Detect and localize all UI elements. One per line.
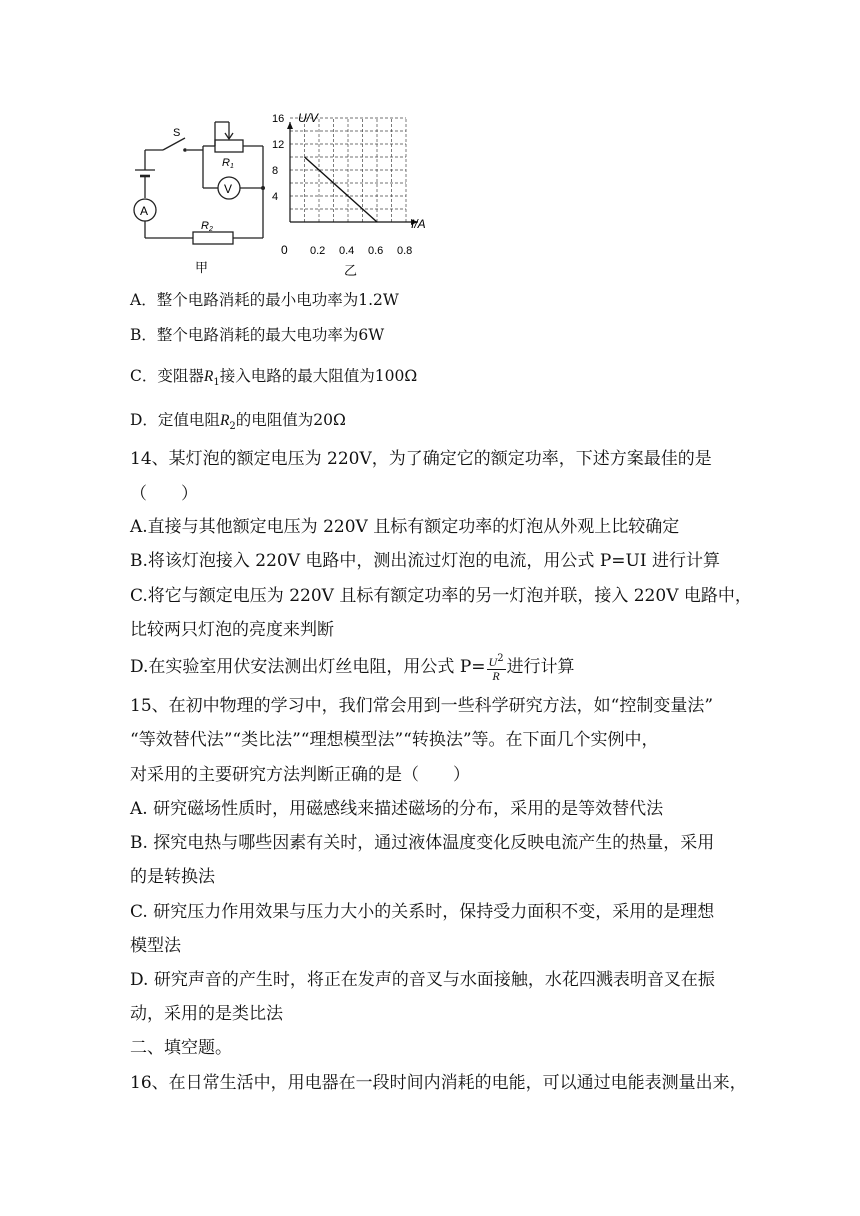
q14-option-b: B.将该灯泡接入 220V 电路中，测出流过灯泡的电流，用公式 P=UI 进行计算 (130, 551, 720, 571)
y-tick-label: 4 (272, 191, 279, 203)
y-tick-label: 16 (272, 113, 285, 125)
q15-option-d: D. 研究声音的产生时，将正在发声的音叉与水面接触，水花四溅表明音叉在振 (130, 970, 715, 990)
x-axis-label: I/A (411, 217, 426, 231)
y-tick-label: 8 (272, 165, 279, 177)
origin-label: 0 (281, 243, 288, 257)
r2-subscript: 2 (208, 226, 213, 233)
u-i-graph (268, 108, 448, 284)
q15-option-a: A. 研究磁场性质时，用磁感线来描述磁场的分布，采用的是等效替代法 (130, 799, 664, 819)
q15-option-c: C. 研究压力作用效果与压力大小的关系时，保持受力面积不变，采用的是理想 (130, 902, 715, 922)
q14-option-a: A.直接与其他额定电压为 220V 且标有额定功率的灯泡从外观上比较确定 (130, 517, 680, 537)
svg-text:R1 (222, 157, 234, 170)
q15-option-d-cont: 动，采用的是类比法 (130, 1004, 283, 1024)
q14-option-d: D.在实验室用伏安法测出灯丝电阻，用公式 P= $\frac{U^2}{R}$ 进行计算 (130, 653, 575, 683)
r1-subscript: 1 (229, 163, 234, 170)
q13-option-d-value: 20Ω (313, 411, 346, 429)
graph-caption: 乙 (344, 263, 358, 278)
q13-option-c-value: 100Ω (374, 367, 418, 385)
r1-label: R (222, 157, 230, 169)
switch-label: S (173, 127, 181, 139)
x-tick-label: 0.6 (368, 245, 384, 257)
x-tick-label: 0.2 (310, 245, 326, 257)
section-title: 二、填空题。 (130, 1038, 232, 1058)
q15-stem-2: “等效替代法”“类比法”“理想模型法”“转换法”等。在下面几个实例中， (130, 730, 659, 750)
q14-option-c: C.将它与额定电压为 220V 且标有额定功率的另一灯泡并联，接入 220V 电路中， (130, 586, 752, 606)
x-tick-label: 0.4 (339, 245, 355, 257)
q15-option-b-cont: 的是转换法 (130, 867, 215, 887)
q13-option-a: A．整个电路消耗的最小电功率为1.2W (130, 291, 399, 309)
q14-answer-blank: （ ） (130, 484, 198, 504)
circuit-caption: 甲 (195, 260, 209, 275)
q14-option-c-cont: 比较两只灯泡的亮度来判断 (130, 620, 334, 640)
y-axis-arrow (287, 122, 293, 129)
q13-option-a-value: 1.2W (358, 291, 399, 309)
x-tick-label: 0.8 (397, 245, 413, 257)
q16-stem: 16、在日常生活中，用电器在一段时间内消耗的电能，可以通过电能表测量出来， (130, 1073, 747, 1093)
q15-stem-3: 对采用的主要研究方法判断正确的是（ ） (130, 765, 470, 785)
q15-option-b: B. 探究电热与哪些因素有关时，通过液体温度变化反映电流产生的热量，采用 (130, 833, 715, 853)
y-tick-label: 12 (272, 139, 285, 151)
svg-text:R2 (201, 220, 213, 233)
q15-option-c-cont: 模型法 (130, 936, 181, 956)
y-axis-label: U/V (298, 111, 319, 125)
q13-option-d: D．定值电阻$R_2$的电阻值为20Ω (130, 411, 346, 433)
q14-stem: 14、某灯泡的额定电压为 220V，为了确定它的额定功率，下述方案最佳的是 (130, 449, 712, 469)
ammeter-symbol: A (140, 204, 149, 218)
power-formula: $\frac{U^2}{R}$ (488, 653, 504, 683)
circuit-diagram (125, 120, 275, 280)
voltmeter-symbol: V (224, 182, 233, 196)
r2-label: R (201, 220, 209, 232)
q15-stem-1: 15、在初中物理的学习中，我们常会用到一些科学研究方法，如“控制变量法” (130, 696, 714, 716)
q13-option-b: B．整个电路消耗的最大电功率为6W (130, 326, 385, 344)
q13-option-b-value: 6W (358, 326, 385, 344)
q13-option-c: C．变阻器$R_1$接入电路的最大阻值为100Ω (130, 367, 418, 389)
u-i-line (305, 157, 378, 222)
